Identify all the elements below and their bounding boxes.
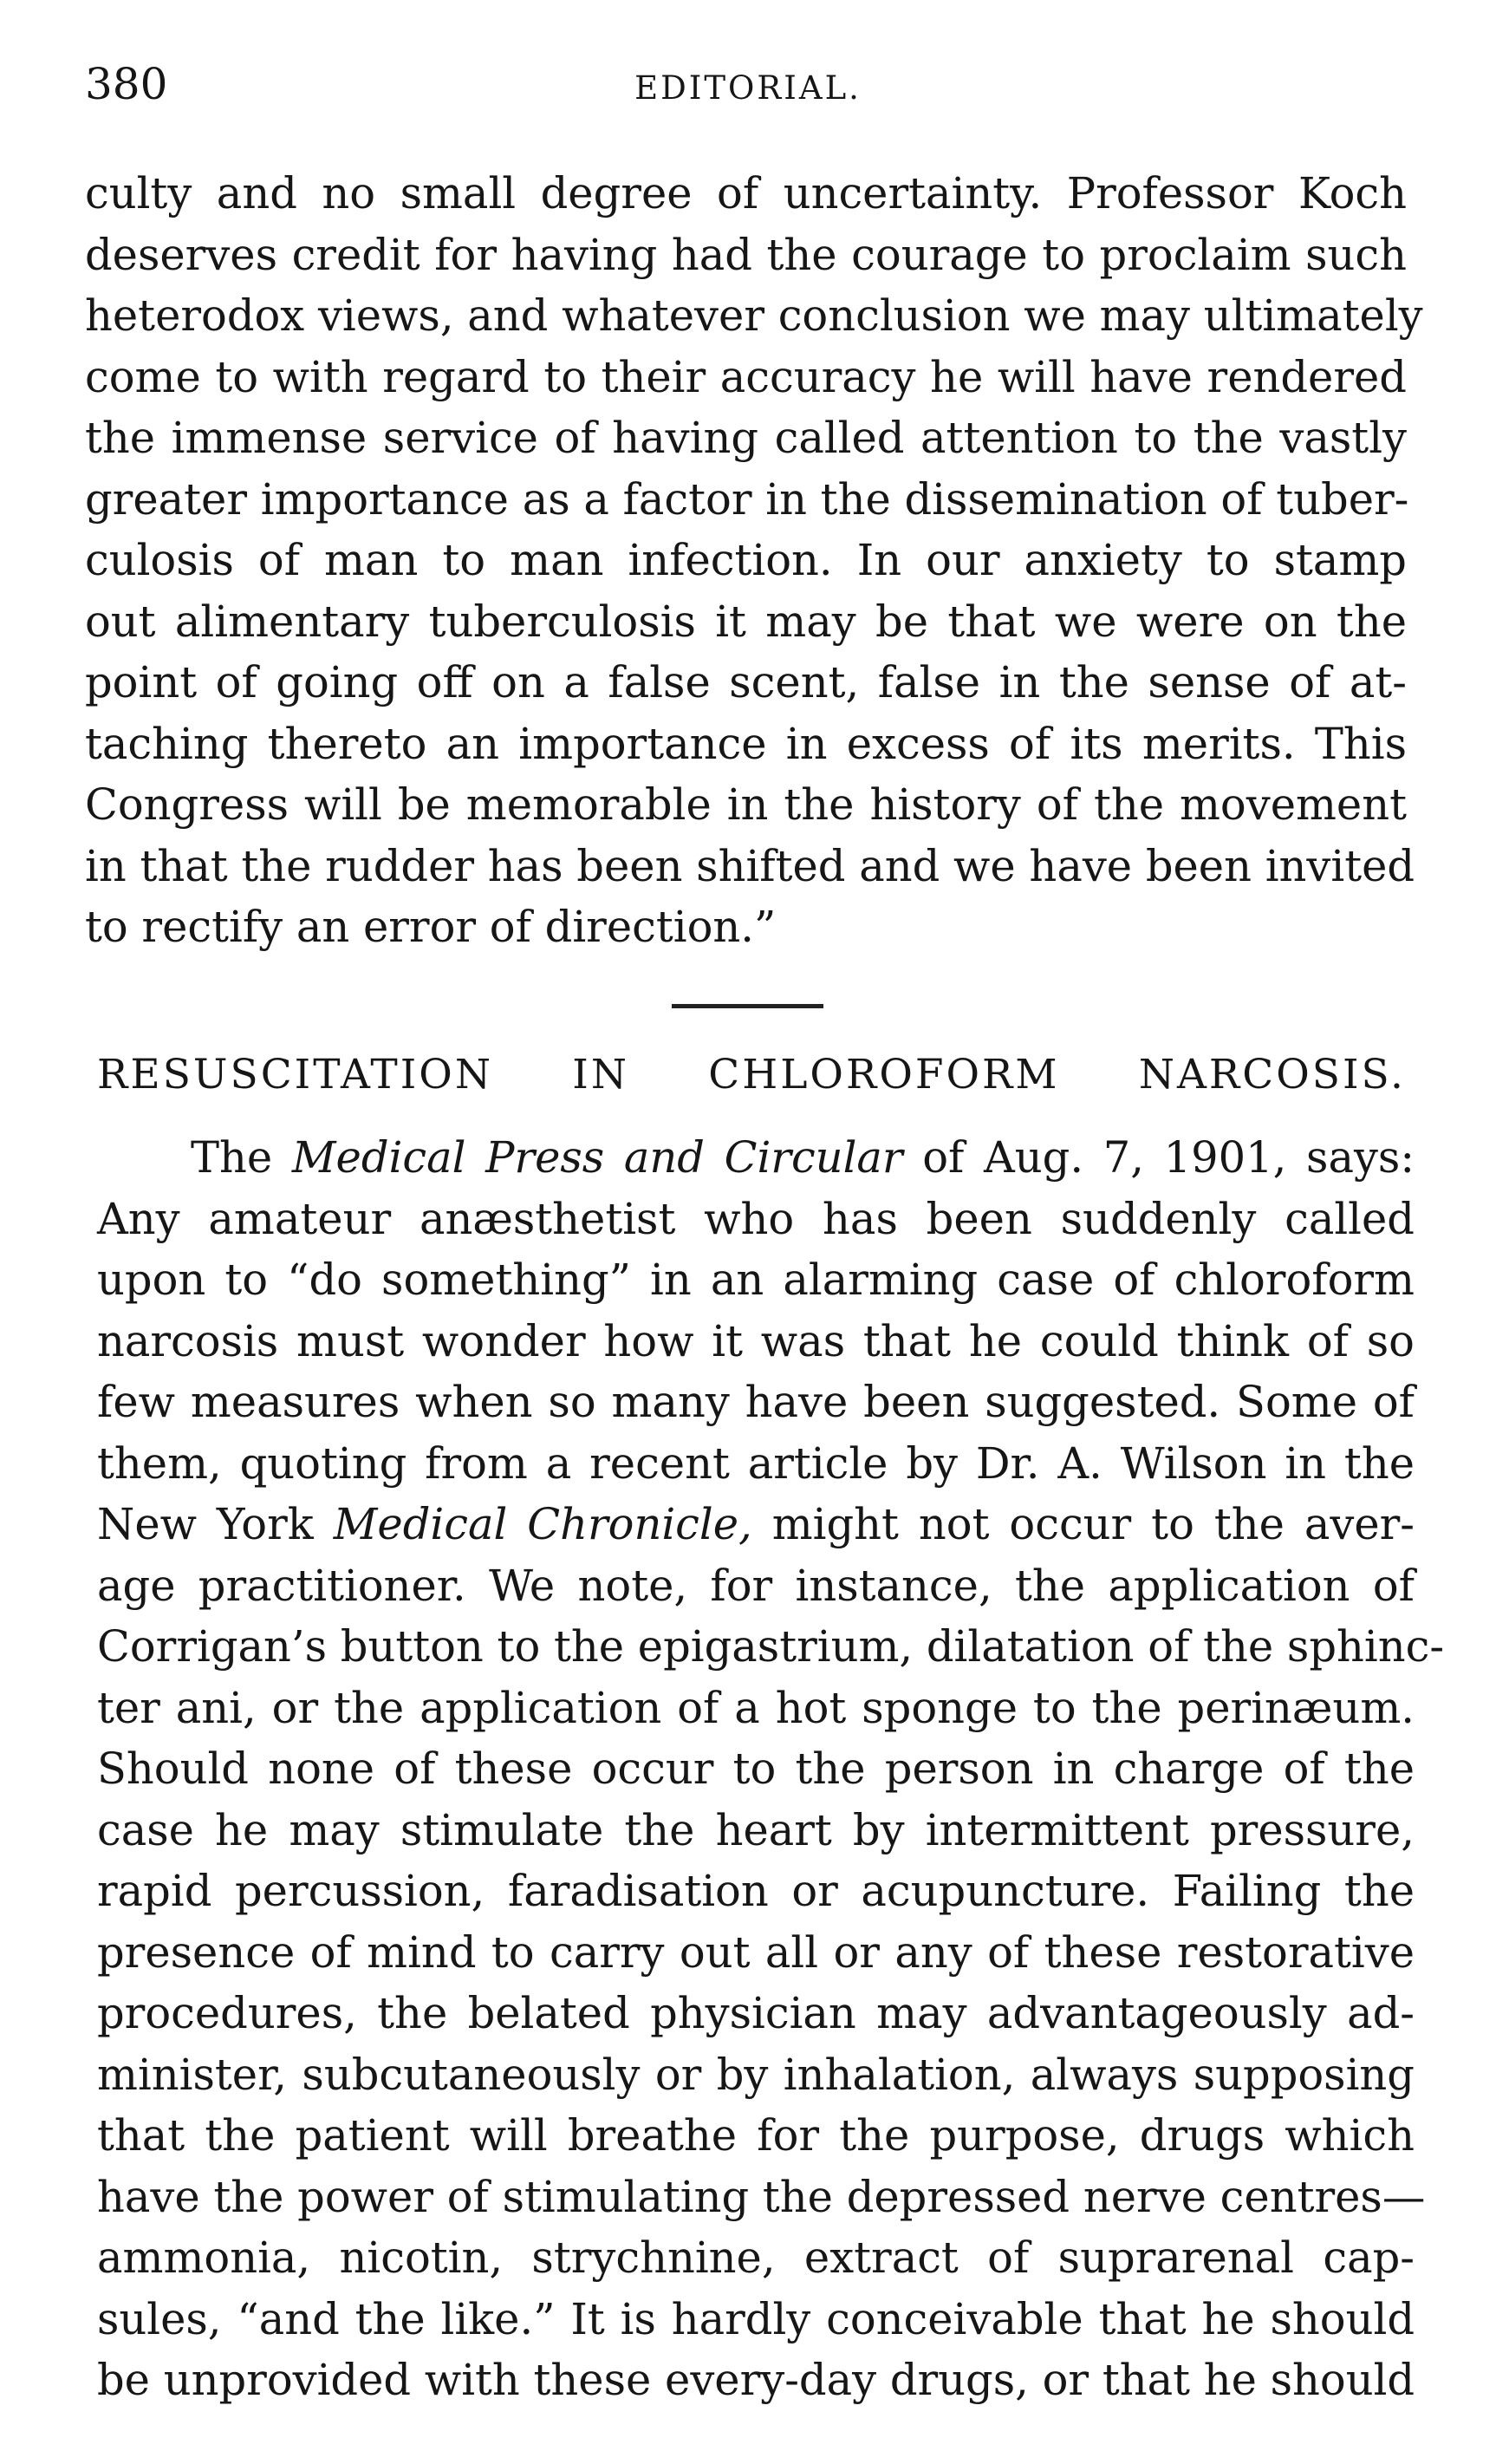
text-line: ter ani, or the application of a hot sponge to the perinæum. xyxy=(97,1682,1415,1733)
text-line: age practitioner. We note, for instance, the application of xyxy=(97,1560,1415,1611)
text-line: presence of mind to carry out all or any of these restorative xyxy=(97,1926,1415,1978)
text-line: point of going off on a false scent, false in the sense of at- xyxy=(85,657,1407,707)
text-line: Any amateur anæsthetist who has been suddenly called xyxy=(97,1193,1415,1244)
text-line: minister, subcutaneously or by inhalation, always supposing xyxy=(97,2049,1415,2100)
page-header xyxy=(85,59,1411,120)
text-line: to rectify an error of direction.” xyxy=(85,902,777,952)
text-line: come to with regard to their accuracy he will have rendered xyxy=(85,351,1407,402)
text-line: case he may stimulate the heart by intermittent pressure, xyxy=(97,1804,1415,1855)
text-line: rapid percussion, faradisation or acupuncture. Failing the xyxy=(97,1866,1415,1916)
text-line xyxy=(97,1127,1415,1189)
text-line: Congress will be memorable in the history of the movement xyxy=(85,779,1407,830)
section-heading: RESUSCITATION IN CHLOROFORM NARCOSIS. xyxy=(97,1051,1406,1098)
text-line: narcosis must wonder how it was that he could think of so xyxy=(97,1315,1415,1366)
journal-title: Medical Press and Circular xyxy=(291,1132,903,1183)
text-line: procedures, the belated physician may advantageously ad- xyxy=(97,1988,1415,2038)
page-number: 380 xyxy=(85,59,168,109)
text-line: deserves credit for having had the courage to proclaim such xyxy=(85,229,1407,280)
text-line: have the power of stimulating the depressed nerve centres— xyxy=(97,2171,1426,2222)
text-span: New York xyxy=(97,1499,334,1549)
text-line: out alimentary tuberculosis it may be that we were on the xyxy=(85,596,1407,647)
text-line: in that the rudder has been shifted and we have been invited xyxy=(85,840,1415,891)
paragraph-resuscitation xyxy=(97,1127,1445,2411)
text-line: Should none of these occur to the person in charge of the xyxy=(97,1744,1415,1794)
text-line: greater importance as a factor in the dissemination of tuber- xyxy=(85,473,1409,525)
section-divider xyxy=(672,1004,823,1008)
text-line xyxy=(97,1494,1415,1555)
paragraph-koch-quote xyxy=(85,163,1423,958)
text-line: few measures when so many have been suggested. Some of xyxy=(97,1377,1415,1427)
text-line: taching thereto an importance in excess of its merits. This xyxy=(85,718,1407,769)
text-line: sules, “and the like.” It is hardly conceivable that he should xyxy=(97,2293,1415,2344)
text-line: that the patient will breathe for the purpose, drugs which xyxy=(97,2110,1415,2161)
text-span: might not occur to the aver- xyxy=(751,1499,1415,1549)
text-span: of Aug. 7, 1901, says: xyxy=(902,1132,1415,1183)
text-line: Corrigan’s button to the epigastrium, dilatation of the sphinc- xyxy=(97,1621,1445,1672)
text-span: The xyxy=(191,1132,292,1183)
running-title: EDITORIAL. xyxy=(634,69,862,107)
text-line: culosis of man to man infection. In our anxiety to stamp xyxy=(85,535,1407,585)
text-line: heterodox views, and whatever conclusion we may ultimately xyxy=(85,290,1423,341)
text-line: culty and no small degree of uncertainty. Professor Koch xyxy=(85,168,1407,218)
text-line: upon to “do something” in an alarming case of chloroform xyxy=(97,1255,1415,1305)
text-line: the immense service of having called attention to the vastly xyxy=(85,413,1407,463)
journal-title: Medical Chronicle, xyxy=(333,1499,752,1549)
text-line: be unprovided with these every-day drugs, or that he should xyxy=(97,2355,1415,2405)
text-line: them, quoting from a recent article by Dr. A. Wilson in the xyxy=(97,1437,1415,1489)
text-line: ammonia, nicotin, strychnine, extract of suprarenal cap- xyxy=(97,2233,1415,2283)
